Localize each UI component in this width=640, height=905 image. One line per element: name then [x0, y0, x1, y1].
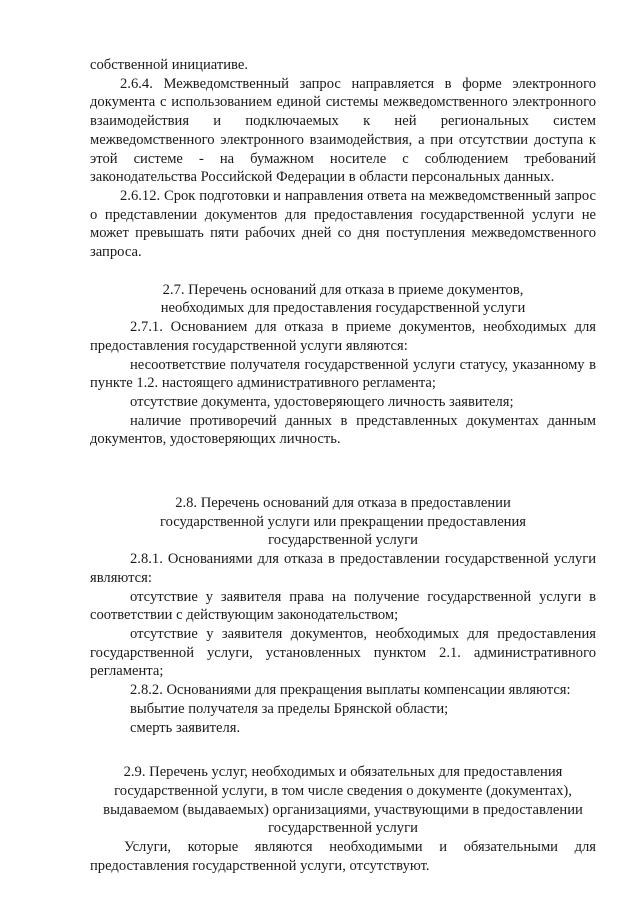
heading-line: государственной услуги или прекращении предоставления: [159, 513, 527, 530]
heading-line: 2.9. Перечень услуг, необходимых и обязательных для предоставления: [123, 764, 563, 781]
heading-line: необходимых для предоставления государственной услуги: [160, 300, 526, 317]
heading-line: 2.7. Перечень оснований для отказа в приеме документов,: [162, 281, 524, 298]
heading-line: государственной услуги, в том числе сведения о документе (документах),: [114, 782, 572, 799]
section-2-7-heading: [90, 281, 596, 318]
list-item: отсутствие у заявителя документов, необходимых для предоставления государственной услуги, установленных пунктом 2.1. административного регламента;: [90, 625, 596, 680]
section-2-9-heading: [90, 763, 596, 838]
heading-line: государственной услуги: [268, 532, 418, 549]
heading-line: выдаваемом (выдаваемых) организациями, участвующими в предоставлении: [103, 801, 583, 818]
paragraph-continuation: собственной инициативе.: [90, 57, 248, 73]
list-item: смерть заявителя.: [130, 719, 241, 736]
paragraph-2-8-1: 2.8.1. Основаниями для отказа в предоставлении государственной услуги являются:: [90, 551, 596, 586]
paragraph-2-9-body: Услуги, которые являются необходимыми и обязательными для предоставления государственной услуги, отсутствуют.: [90, 839, 596, 874]
list-item: выбытие получателя за пределы Брянской области;: [130, 700, 449, 717]
section-2-8-heading: [90, 494, 596, 550]
list-item: отсутствие документа, удостоверяющего личность заявителя;: [130, 393, 514, 410]
document-page: [90, 56, 596, 875]
heading-line: государственной услуги: [268, 820, 418, 837]
paragraph-2-8-2: 2.8.2. Основаниями для прекращения выплаты компенсации являются:: [130, 682, 571, 699]
list-item: несоответствие получателя государственной услуги статусу, указанному в пункте 1.2. настоящего административного регламента;: [90, 356, 596, 392]
heading-line: 2.8. Перечень оснований для отказа в предоставлении: [175, 495, 511, 512]
paragraph-2-6-12: 2.6.12. Срок подготовки и направления ответа на межведомственный запрос о представлении документов для предоставления государственной услуги не может превышать пяти рабочих дней со дня поступления межведомственного запроса.: [90, 187, 596, 261]
paragraph-2-6-4: 2.6.4. Межведомственный запрос направляется в форме электронного документа с использованием единой системы межведомственного электронного взаимодействия и подключаемых к ней региональных систем межведомственного электронного взаимодействия, а при отсутствии доступа к этой системе - на бумажном носителе с соблюдением требований законодательства Российской Федерации в области персональных данных.: [90, 75, 596, 186]
list-item: наличие противоречий данных в представленных документах данным документов, удостоверяющих личность.: [90, 412, 596, 448]
list-item: отсутствие у заявителя права на получение государственной услуги в соответствии с действующим законодательством;: [90, 588, 596, 624]
paragraph-2-7-1: 2.7.1. Основанием для отказа в приеме документов, необходимых для предоставления государственной услуги являются:: [90, 319, 596, 354]
